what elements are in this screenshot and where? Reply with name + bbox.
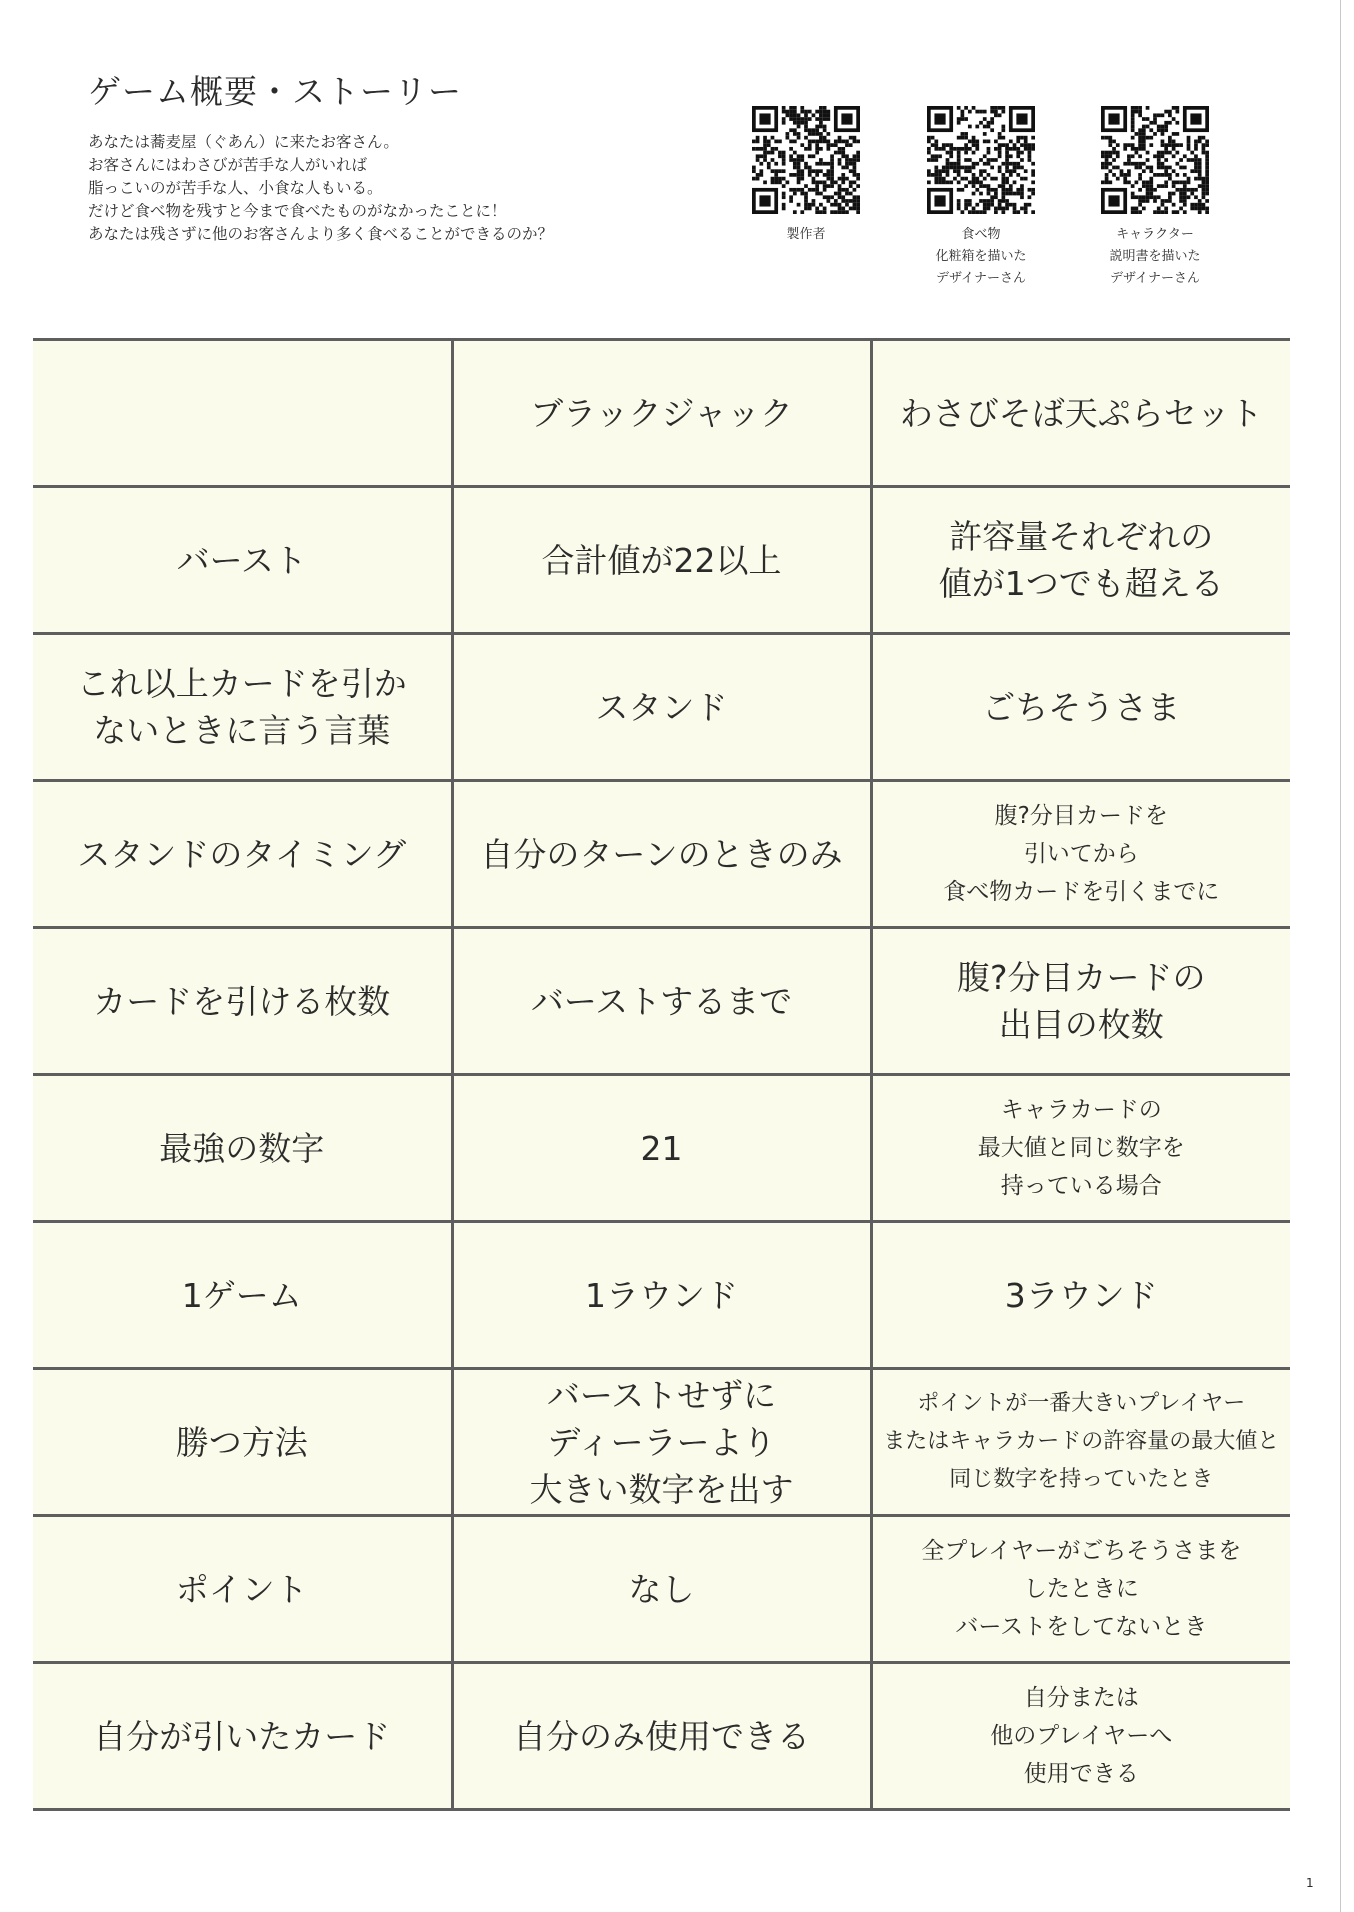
row-label: これ以上カードを引か ないときに言う言葉 [33,634,452,781]
row-label: 自分が引いたカード [33,1663,452,1810]
row-label: 1ゲーム [33,1222,452,1369]
header-cell-wasabi-soba: わさびそば天ぷらセット [871,340,1290,487]
wasabi-soba-cell: 3ラウンド [871,1222,1290,1369]
blackjack-cell: なし [452,1516,871,1663]
story-line: あなたは蕎麦屋（ぐあん）に来たお客さん。 [88,133,399,151]
qr-caption: キャラクター 説明書を描いた デザイナーさん [1109,227,1201,286]
wasabi-soba-cell: 全プレイヤーがごちそうさまを したときに バーストをしてないとき [871,1516,1290,1663]
row-label: バースト [33,487,452,634]
story-text [88,131,688,246]
story-line: お客さんにはわさびが苦手な人がいれば [88,156,368,174]
wasabi-soba-cell: ごちそうさま [871,634,1290,781]
qr-code-icon[interactable] [927,106,1035,214]
row-label: 勝つ方法 [33,1369,452,1516]
table-row [33,1663,1290,1810]
header-cell-blackjack: ブラックジャック [452,340,871,487]
qr-caption: 食べ物 化粧箱を描いた デザイナーさん [935,227,1027,286]
table-row [33,1222,1290,1369]
blackjack-cell: スタンド [452,634,871,781]
page-number: 1 [1306,1876,1314,1890]
wasabi-soba-cell: 腹?分目カードを 引いてから 食べ物カードを引くまでに [871,781,1290,928]
qr-code-icon[interactable] [1101,106,1209,214]
blackjack-cell: バーストせずに ディーラーより 大きい数字を出す [452,1369,871,1516]
table-header-row [33,340,1290,487]
table-row [33,1516,1290,1663]
row-label: カードを引ける枚数 [33,928,452,1075]
blackjack-cell: 21 [452,1075,871,1222]
wasabi-soba-cell: キャラカードの 最大値と同じ数字を 持っている場合 [871,1075,1290,1222]
blackjack-cell: 自分のターンのときのみ [452,781,871,928]
table-row [33,781,1290,928]
wasabi-soba-cell: ポイントが一番大きいプレイヤー またはキャラカードの許容量の最大値と 同じ数字を持っていたとき [871,1369,1290,1516]
wasabi-soba-cell: 腹?分目カードの 出目の枚数 [871,928,1290,1075]
table-row [33,928,1290,1075]
blackjack-cell: 合計値が22以上 [452,487,871,634]
row-label: ポイント [33,1516,452,1663]
qr-code-icon[interactable] [752,106,860,214]
blackjack-cell: バーストするまで [452,928,871,1075]
comparison-table [33,338,1290,1811]
table-row [33,1075,1290,1222]
header-cell-empty [33,340,452,487]
blackjack-cell: 自分のみ使用できる [452,1663,871,1810]
qr-block-character-designer[interactable] [1075,106,1235,290]
story-line: 脂っこいのが苦手な人、小食な人もいる。 [88,179,383,197]
table-row [33,487,1290,634]
qr-caption: 製作者 [786,227,826,242]
qr-block-food-designer[interactable] [901,106,1061,290]
story-line: だけど食べ物を残すと今まで食べたものがなかったことに！ [88,202,507,220]
table-row [33,1369,1290,1516]
page-edge-line [1340,0,1341,1912]
table-row [33,634,1290,781]
qr-block-creator[interactable] [726,106,886,246]
row-label: 最強の数字 [33,1075,452,1222]
wasabi-soba-cell: 許容量それぞれの 値が1つでも超える [871,487,1290,634]
wasabi-soba-cell: 自分または 他のプレイヤーへ 使用できる [871,1663,1290,1810]
story-line: あなたは残さずに他のお客さんより多く食べることができるのか？ [88,225,554,243]
row-label: スタンドのタイミング [33,781,452,928]
page-title: ゲーム概要・ストーリー [88,72,462,111]
blackjack-cell: 1ラウンド [452,1222,871,1369]
